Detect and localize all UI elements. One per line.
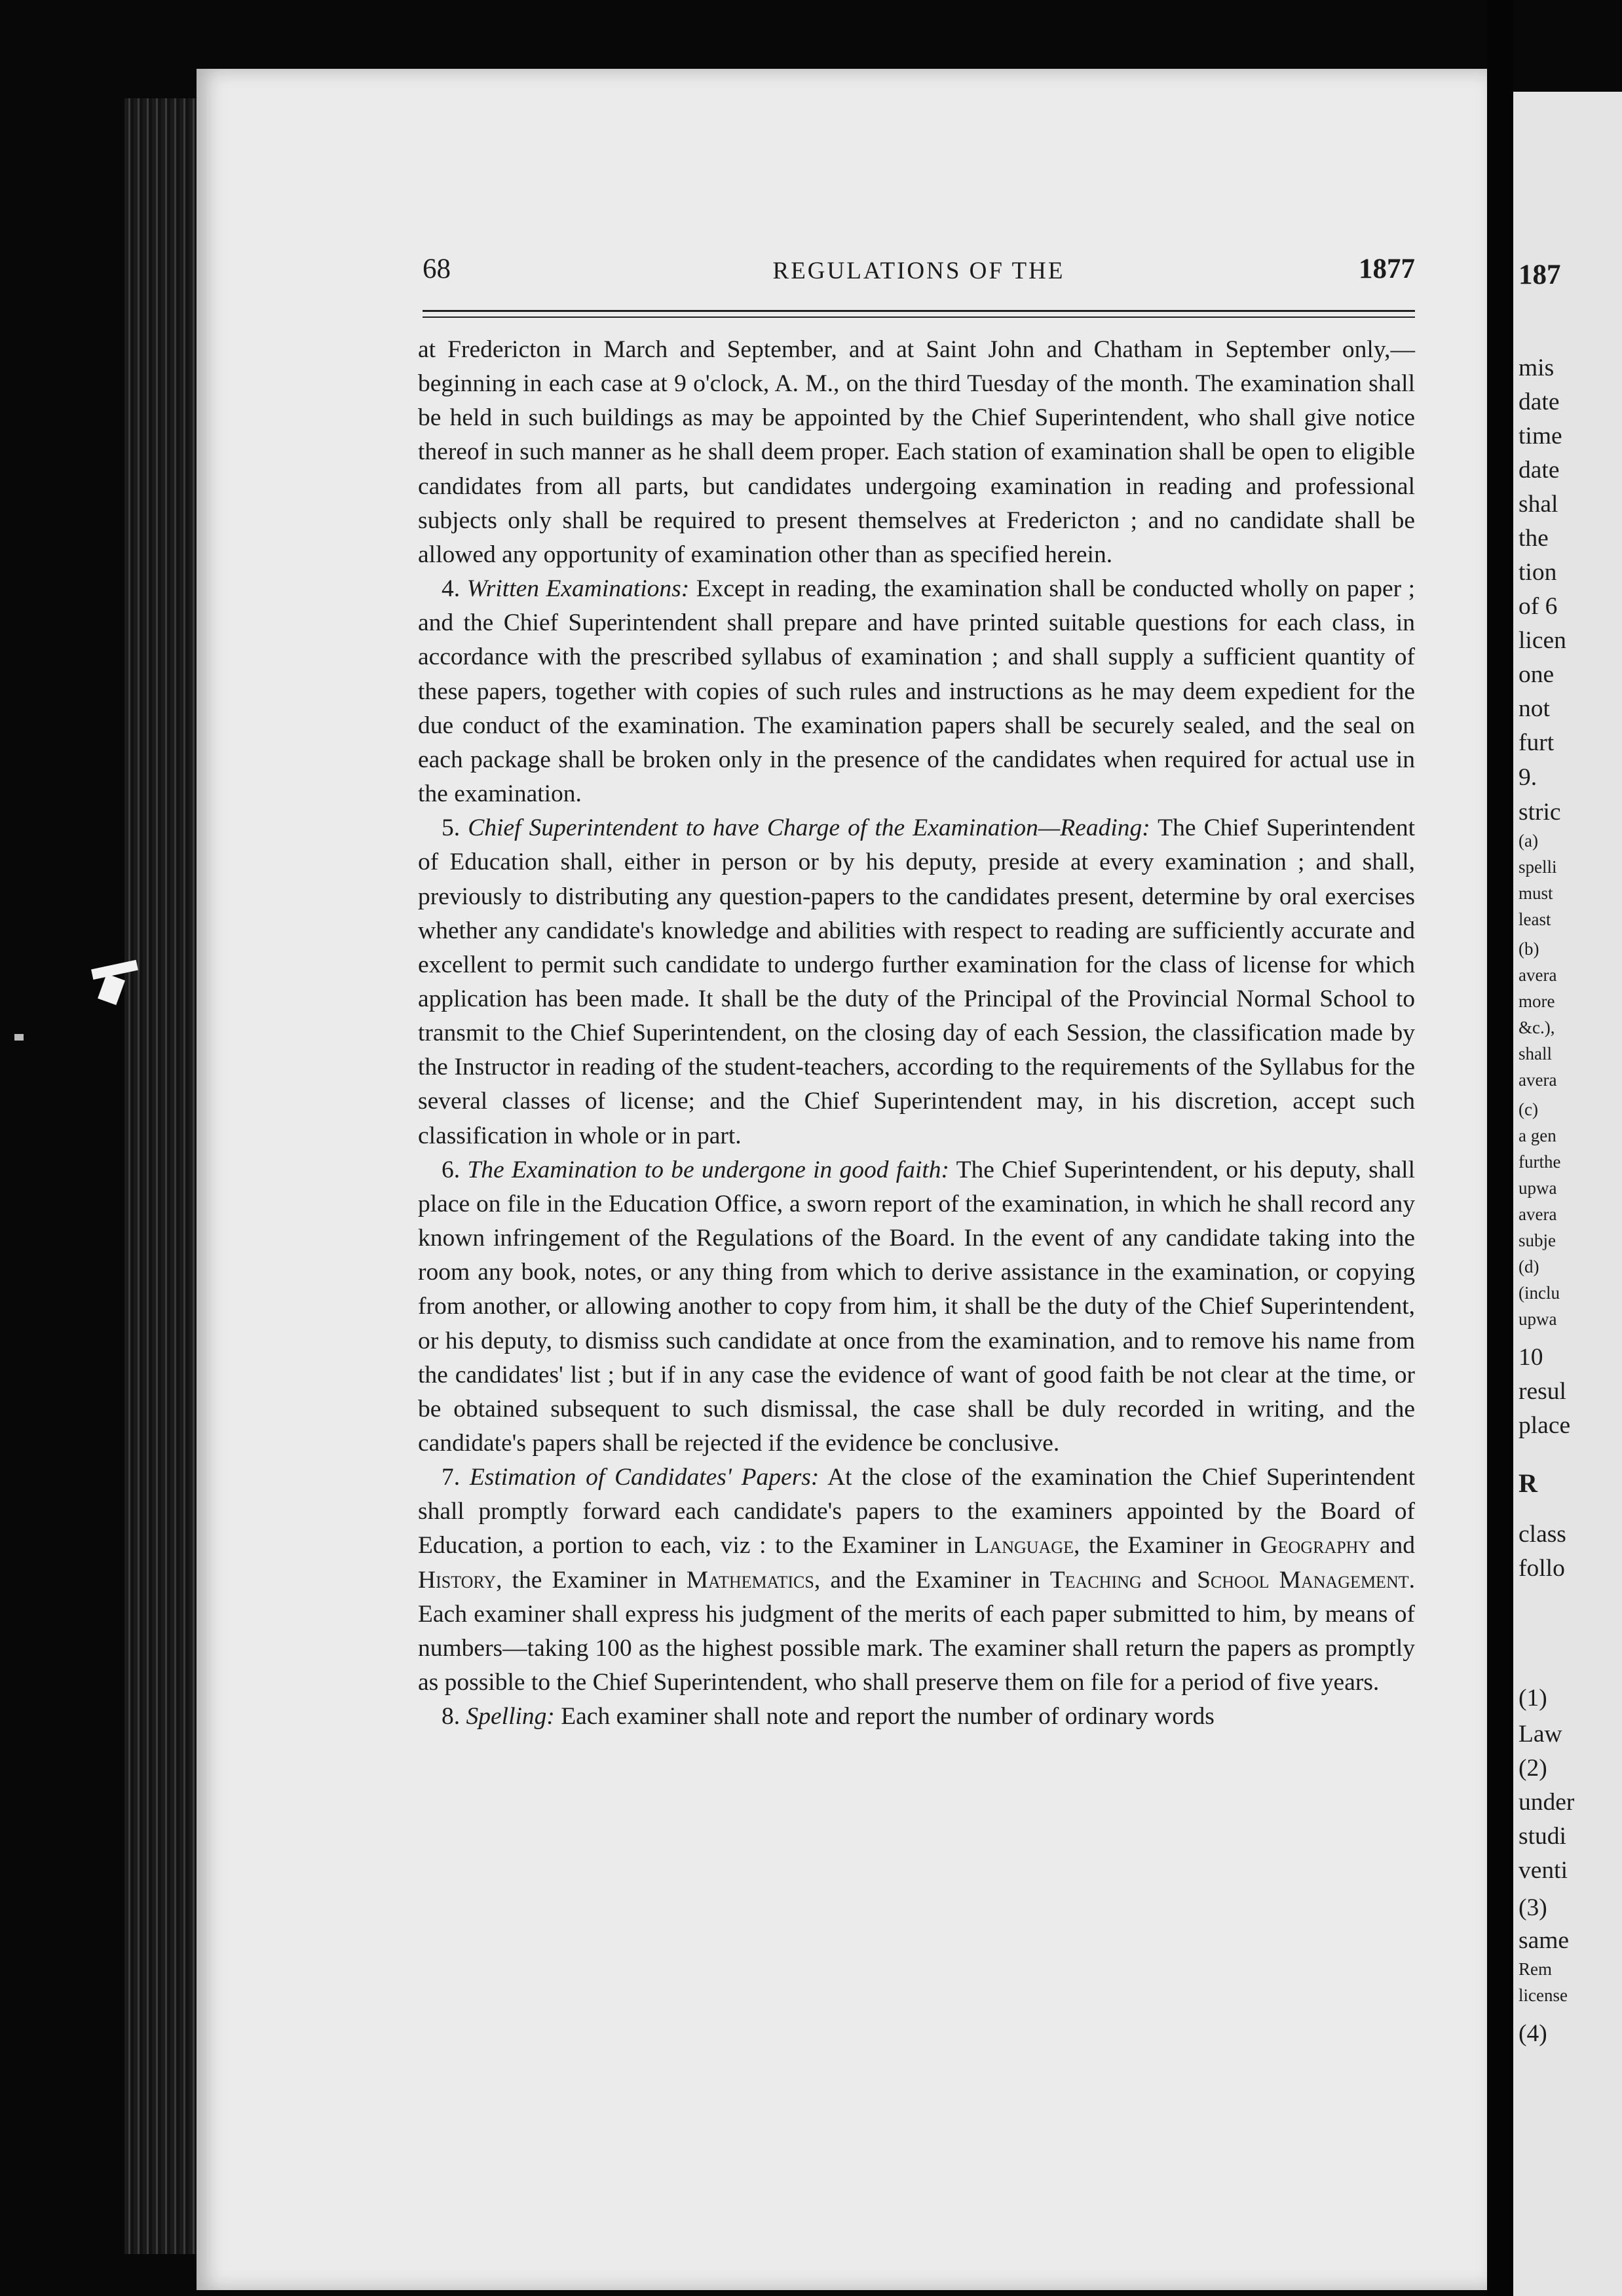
section-text: At the close of the examination the Chief Superintendent shall promptly forward each candidate's papers to the examiners appointed by the Board of Education, a portion to each, viz : to the Examiner in (418, 1464, 1415, 1559)
facing-page-fragment: (1) (1518, 1685, 1547, 1712)
facing-page-fragment: shall (1518, 1044, 1552, 1063)
facing-page-fragment: furt (1518, 729, 1555, 756)
subject-name: Mathematics (686, 1566, 814, 1594)
facing-page-fragment: Rem (1518, 1959, 1552, 1979)
facing-page-fragment: tion (1518, 559, 1557, 586)
section-number: 5. (442, 814, 461, 842)
scan-speck (14, 1034, 24, 1041)
paragraph-continued: at Fredericton in March and September, and at Saint John and Chatham in September only,—beginning in each case at 9 o'clock, A. M., on the third Tuesday of the month. The examination shall be held in such buildings as may be appointed by the Chief Superintendent, who shall give notice thereof in such manner as he shall deem proper. Each station of examination shall be open to eligible candidates from all parts, but candidates undergoing examination in reading and professional subjects only shall be required to present themselves at Fredericton ; and no candidate shall be allowed any opportunity of examination other than as specified herein. (418, 336, 1415, 568)
facing-page-fragment: stric (1518, 799, 1561, 826)
facing-page-fragment: (inclu (1518, 1283, 1560, 1303)
section-4 (418, 572, 1415, 811)
section-heading: Estimation of Candidates' Papers: (469, 1464, 820, 1491)
facing-page-fragment: (b) (1518, 939, 1539, 959)
facing-page-fragment: avera (1518, 965, 1557, 985)
section-text: , and the Examiner in (814, 1566, 1050, 1594)
facing-page-fragment: class (1518, 1521, 1566, 1548)
facing-page-fragment: shal (1518, 491, 1558, 518)
header-year: 1877 (1359, 254, 1415, 284)
facing-page-fragment: date (1518, 457, 1560, 484)
facing-page-fragment: not (1518, 695, 1550, 722)
subject-name: Geography (1260, 1532, 1371, 1559)
subject-name: Teaching (1049, 1566, 1142, 1594)
body-text (418, 333, 1415, 1734)
facing-page-fragment: under (1518, 1789, 1575, 1816)
subject-name: School Management (1197, 1566, 1409, 1594)
facing-page-fragment: (2) (1518, 1755, 1547, 1782)
scan-border (124, 98, 197, 2254)
facing-page-fragment: more (1518, 991, 1555, 1011)
facing-page-fragment: spelli (1518, 857, 1557, 877)
section-text: Each examiner shall note and report the number of ordinary words (554, 1703, 1215, 1731)
facing-page-fragment: &c.), (1518, 1018, 1555, 1037)
facing-page-fragment: time (1518, 423, 1562, 450)
facing-page-fragment: mis (1518, 354, 1555, 381)
section-7 (418, 1461, 1415, 1700)
facing-page-fragment: furthe (1518, 1152, 1561, 1172)
facing-page-fragment: Law (1518, 1721, 1562, 1748)
section-6 (418, 1153, 1415, 1461)
facing-page-fragment: avera (1518, 1204, 1557, 1224)
section-number: 6. (442, 1156, 461, 1183)
facing-page-fragment: (3) (1518, 1894, 1547, 1921)
facing-page-fragment: (a) (1518, 831, 1538, 851)
facing-page-fragment: place (1518, 1412, 1571, 1439)
facing-page-fragment: license (1518, 1985, 1568, 2005)
facing-page-fragment: venti (1518, 1857, 1568, 1884)
section-number: 8. (442, 1703, 461, 1731)
facing-page-fragment: 187 (1518, 259, 1561, 290)
facing-page-fragment: subje (1518, 1231, 1556, 1250)
subject-name: History (418, 1566, 497, 1594)
section-text: and (1370, 1532, 1415, 1559)
section-text: , the Examiner in (496, 1566, 687, 1594)
running-head (423, 253, 1415, 292)
facing-page-fragment: upwa (1518, 1178, 1557, 1198)
facing-page-fragment: least (1518, 909, 1551, 929)
facing-page-fragment: avera (1518, 1070, 1557, 1090)
facing-page-fragment: studi (1518, 1823, 1566, 1850)
running-title: REGULATIONS OF THE (772, 258, 1065, 284)
header-rule (423, 316, 1415, 318)
facing-page-fragment: follo (1518, 1555, 1565, 1582)
section-number: 4. (442, 575, 461, 603)
facing-page-fragment: (c) (1518, 1100, 1538, 1119)
facing-page-fragment: licen (1518, 627, 1566, 654)
facing-page-fragment: one (1518, 661, 1555, 688)
page-number: 68 (423, 254, 451, 284)
facing-page-fragment: date (1518, 389, 1560, 415)
section-heading: Chief Superintendent to have Charge of the Examination—Reading: (468, 814, 1150, 842)
page-gutter (1487, 0, 1513, 2296)
facing-page-fragment: 10 (1518, 1344, 1543, 1371)
section-text: , the Examiner in (1073, 1532, 1260, 1559)
section-text: The Chief Superintendent of Education shall, either in person or by his deputy, preside at every examination ; and shall, previously to distributing any question-papers to the candidates present, determine by oral exercises whether any candidate's knowledge and abilities with respect to reading are sufficiently accurate and excellent to permit such candidate to undergo further examination for the class of license for which application has been made. It shall be the duty of the Principal of the Provincial Normal School to transmit to the Chief Superintendent, on the closing day of each Session, the classification made by the Instructor in reading of the student-teachers, according to the requirements of the Syllabus for the several classes of license; and the Chief Superintendent may, in his discretion, accept such classification in whole or in part. (418, 814, 1416, 1149)
section-heading: Written Examinations: (466, 575, 690, 603)
header-rule (423, 310, 1415, 312)
section-text: Except in reading, the examination shall be conducted wholly on paper ; and the Chief Superintendent shall prepare and have printed suitable questions for each class, in accordance with the prescribed syllabus of examination ; and shall supply a sufficient quantity of these papers, together with copies of such rules and instructions as he may deem expedient for the due conduct of the examination. The examination papers shall be securely sealed, and the seal on each package shall be broken only in the presence of the candidates when required for actual use in the examination. (418, 575, 1415, 808)
subject-name: Language (974, 1532, 1074, 1559)
section-heading: The Examination to be undergone in good faith: (467, 1156, 950, 1183)
section-number: 7. (442, 1464, 461, 1491)
section-8 (418, 1700, 1415, 1734)
section-5 (418, 811, 1415, 1153)
facing-page-fragment: the (1518, 525, 1549, 552)
facing-page-fragment: upwa (1518, 1309, 1557, 1329)
facing-page-fragment: same (1518, 1927, 1570, 1954)
facing-page-fragment: must (1518, 883, 1553, 903)
facing-page-fragment: (d) (1518, 1257, 1539, 1276)
facing-page-fragment: (4) (1518, 2020, 1547, 2047)
facing-page-fragment: resul (1518, 1378, 1566, 1405)
section-heading: Spelling: (466, 1703, 555, 1731)
scan-speck (98, 974, 125, 1005)
section-text: and (1141, 1566, 1198, 1594)
section-text: . Each examiner shall express his judgment of the merits of each paper submitted to him, by means of numbers—taking 100 as the highest possible mark. The examiner shall return the papers as promptly as possible to the Chief Superintendent, who shall preserve them on file for a period of five years. (418, 1566, 1415, 1696)
facing-page-fragment: 9. (1518, 764, 1537, 791)
facing-page-fragment: a gen (1518, 1126, 1556, 1145)
section-text: The Chief Superintendent, or his deputy, shall place on file in the Education Office, a sworn report of the examination, in which he shall record any known infringement of the Regulations of the Board. In the event of any candidate taking into the room any book, notes, or any thing from which to derive assistance in the examination, or copying from another, or allowing another to copy from him, it shall be the duty of the Chief Superintendent, or his deputy, to dismiss such candidate at once from the examination, and to remove his name from the candidates' list ; but if in any case the evidence of want of good faith be not clear at the time, or be obtained subsequent to such dismissal, the case shall be duly recorded in writing, and the candidate's papers shall be rejected if the evidence be conclusive. (418, 1156, 1416, 1457)
facing-page-fragment: R (1518, 1468, 1537, 1498)
facing-page-fragment: of 6 (1518, 593, 1558, 620)
